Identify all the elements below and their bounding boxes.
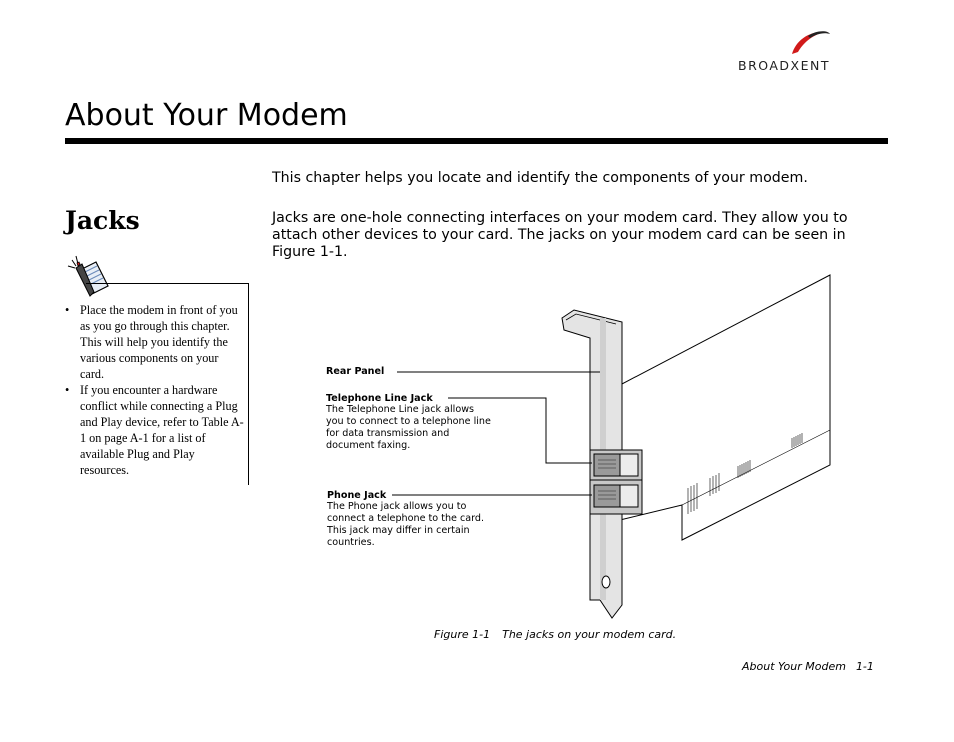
page-number: 1-1 — [855, 660, 874, 673]
note-rule — [86, 283, 249, 284]
callout-phone-jack — [327, 490, 492, 549]
callout-title: Phone Jack — [327, 490, 387, 501]
figure-caption — [434, 628, 676, 641]
logo-wordmark: BROADXENT — [738, 58, 831, 73]
note-vertical-rule — [248, 283, 249, 485]
section-paragraph: Jacks are one-hole connecting interfaces on your modem card. They allow you to attach other devices to your card. The jacks on your modem card can be seen in Figure 1-1. — [272, 210, 848, 260]
swoosh-icon — [736, 28, 882, 58]
callout-title: Rear Panel — [326, 366, 385, 377]
caption-text: The jacks on your modem card. — [502, 628, 677, 641]
modem-card-illustration — [560, 270, 840, 620]
callout-description: The Phone jack allows you to connect a telephone to the card. This jack may differ in certain countries. — [327, 501, 485, 548]
list-item: • If you encounter a hardware conflict while connecting a Plug and Play device, refer to Table A-1 on page A-1 for a list of available Plug and Play resources. — [62, 382, 244, 478]
callout-description: The Telephone Line jack allows you to connect to a telephone line for data transmission and document faxing. — [326, 404, 491, 451]
page-footer — [742, 660, 874, 673]
list-item: • Place the modem in front of you as you go through this chapter. This will help you identify the various components on your card. — [62, 302, 244, 382]
caption-label: Figure 1-1 — [434, 628, 491, 641]
footer-section: About Your Modem — [742, 660, 846, 673]
section-heading: Jacks — [65, 206, 140, 235]
intro-text: This chapter helps you locate and identify the components of your modem. — [272, 170, 808, 186]
callout-title: Telephone Line Jack — [326, 393, 433, 404]
callout-rear-panel — [326, 366, 384, 377]
brand-logo — [736, 28, 882, 76]
page-title: About Your Modem — [65, 98, 348, 133]
title-rule — [65, 138, 888, 144]
note-list — [62, 302, 244, 478]
callout-telephone-line-jack — [326, 393, 491, 452]
notepad-pencil-icon — [66, 254, 112, 300]
